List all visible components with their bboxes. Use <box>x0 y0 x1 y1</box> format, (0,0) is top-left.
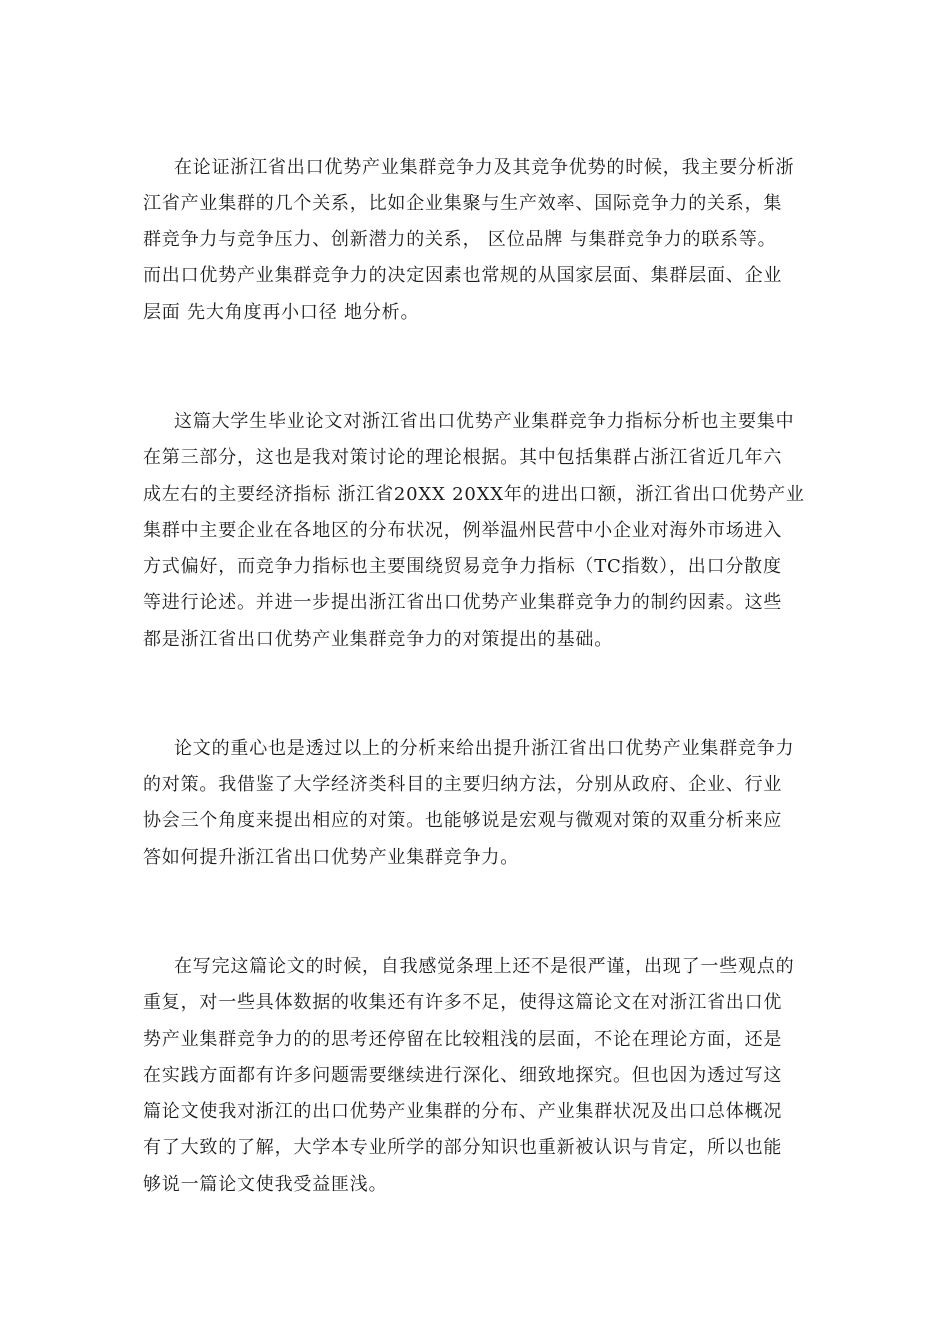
paragraph-line: 重复，对一些具体数据的收集还有许多不足，使得这篇论文在对浙江省出口优 <box>143 992 783 1013</box>
paragraph-line: 而出口优势产业集群竞争力的决定因素也常规的从国家层面、集群层面、企业 <box>143 265 783 286</box>
paragraph-line: 都是浙江省出口优势产业集群竞争力的对策提出的基础。 <box>143 629 613 650</box>
paragraph-line: 集群中主要企业在各地区的分布状况，例举温州民营中小企业对海外市场进入 <box>143 520 783 541</box>
paragraph-line: 够说一篇论文使我受益匪浅。 <box>143 1174 388 1195</box>
paragraph-line: 在实践方面都有许多问题需要继续进行深化、细致地探究。但也因为透过写这 <box>143 1065 783 1086</box>
paragraph-line: 在第三部分，这也是我对策讨论的理论根据。其中包括集群占浙江省近几年六 <box>143 447 783 468</box>
paragraph-line: 在论证浙江省出口优势产业集群竞争力及其竞争优势的时候，我主要分析浙 <box>174 157 795 178</box>
paragraph-line: 论文的重心也是透过以上的分析来给出提升浙江省出口优势产业集群竞争力 <box>174 738 795 759</box>
paragraph-line: 成左右的主要经济指标 浙江省20XX 20XX年的进出口额，浙江省出口优势产业 <box>143 484 805 505</box>
paragraph-line: 篇论文使我对浙江的出口优势产业集群的分布、产业集群状况及出口总体概况 <box>143 1101 783 1122</box>
paragraph-line: 等进行论述。并进一步提出浙江省出口优势产业集群竞争力的制约因素。这些 <box>143 592 783 613</box>
paragraph-line: 有了大致的了解，大学本专业所学的部分知识也重新被认识与肯定，所以也能 <box>143 1137 783 1158</box>
paragraph-line: 协会三个角度来提出相应的对策。也能够说是宏观与微观对策的双重分析来应 <box>143 810 783 831</box>
paragraph-line: 群竞争力与竞争压力、创新潜力的关系， 区位品牌 与集群竞争力的联系等。 <box>143 229 777 250</box>
paragraph-line: 答如何提升浙江省出口优势产业集群竞争力。 <box>143 847 519 868</box>
paragraph-line: 这篇大学生毕业论文对浙江省出口优势产业集群竞争力指标分析也主要集中 <box>174 411 795 432</box>
paragraph-line: 江省产业集群的几个关系，比如企业集聚与生产效率、国际竞争力的关系，集 <box>143 193 783 214</box>
paragraph-line: 在写完这篇论文的时候，自我感觉条理上还不是很严谨，出现了一些观点的 <box>174 956 795 977</box>
paragraph-line: 势产业集群竞争力的的思考还停留在比较粗浅的层面，不论在理论方面，还是 <box>143 1029 783 1050</box>
paragraph-line: 层面 先大角度再小口径 地分析。 <box>143 302 420 323</box>
paragraph-line: 的对策。我借鉴了大学经济类科目的主要归纳方法，分别从政府、企业、行业 <box>143 774 783 795</box>
paragraph-line: 方式偏好，而竞争力指标也主要围绕贸易竞争力指标（TC指数），出口分散度 <box>143 556 782 577</box>
